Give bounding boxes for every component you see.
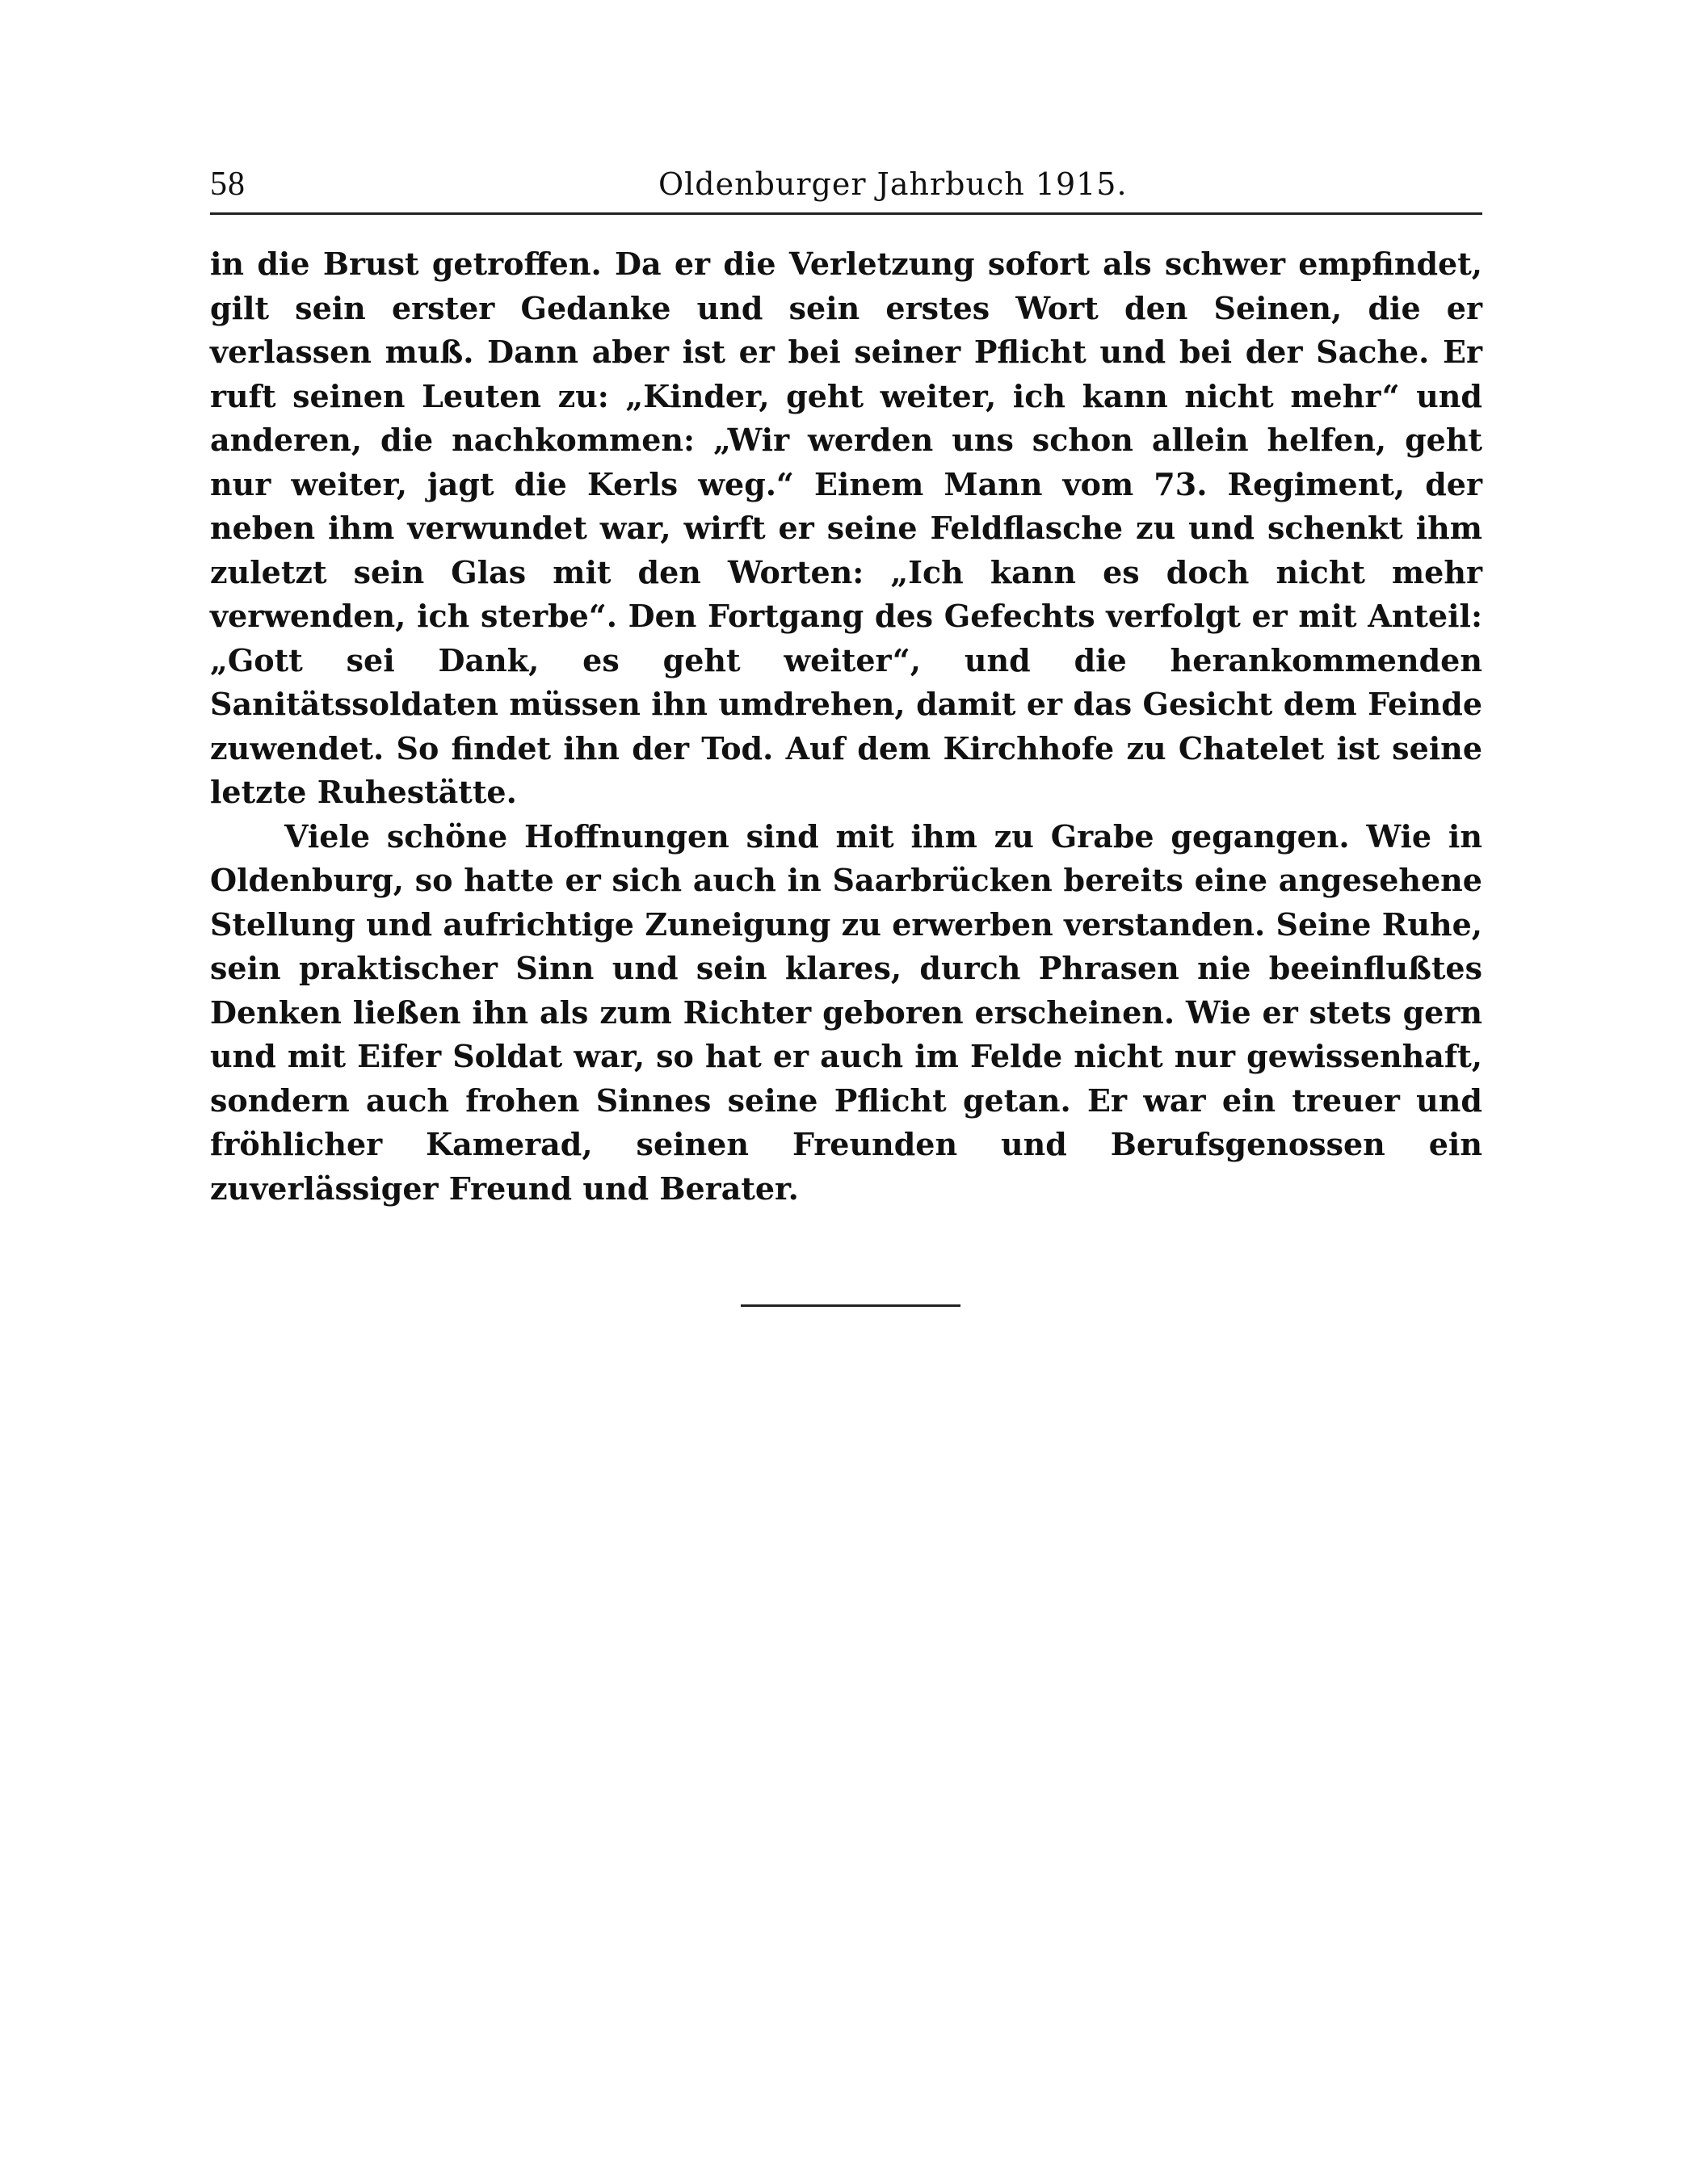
page-number: 58 xyxy=(210,166,246,203)
page-header xyxy=(210,160,1482,208)
article-body xyxy=(210,242,1482,1211)
running-title: Oldenburger Jahrbuch 1915. xyxy=(658,166,1128,202)
closing-divider xyxy=(741,1304,960,1307)
header-divider xyxy=(210,212,1482,215)
paragraph-1: in die Brust getroffen. Da er die Verletzung sofort als schwer empfindet, gilt sein erster Gedanke und sein erstes Wort den Seinen, die er verlassen muß. Dann aber ist er bei seiner Pflicht und bei der Sache. Er ruft seinen Leuten zu: „Kinder, geht weiter, ich kann nicht mehr“ und anderen, die nachkommen: „Wir werden uns schon allein helfen, geht nur weiter, jagt die Kerls weg.“ Einem Mann vom 73. Regiment, der neben ihm verwundet war, wirft er seine Feldflasche zu und schenkt ihm zuletzt sein Glas mit den Worten: „Ich kann es doch nicht mehr verwenden, ich sterbe“. Den Fortgang des Gefechts verfolgt er mit Anteil: „Gott sei Dank, es geht weiter“, und die herankommenden Sanitätssoldaten müssen ihn umdrehen, damit er das Gesicht dem Feinde zuwendet. So findet ihn der Tod. Auf dem Kirchhofe zu Chatelet ist seine letzte Ruhestätte. xyxy=(210,246,1482,810)
paragraph-2: Viele schöne Hoffnungen sind mit ihm zu Grabe gegangen. Wie in Oldenburg, so hatte er sich auch in Saarbrücken bereits eine angesehene Stellung und aufrichtige Zuneigung zu erwerben verstanden. Seine Ruhe, sein praktischer Sinn und sein klares, durch Phrasen nie beeinflußtes Denken ließen ihn als zum Richter geboren erscheinen. Wie er stets gern und mit Eifer Soldat war, so hat er auch im Felde nicht nur gewissenhaft, sondern auch frohen Sinnes seine Pflicht getan. Er war ein treuer und fröhlicher Kamerad, seinen Freunden und Berufsgenossen ein zuverlässiger Freund und Berater. xyxy=(210,817,1482,1207)
